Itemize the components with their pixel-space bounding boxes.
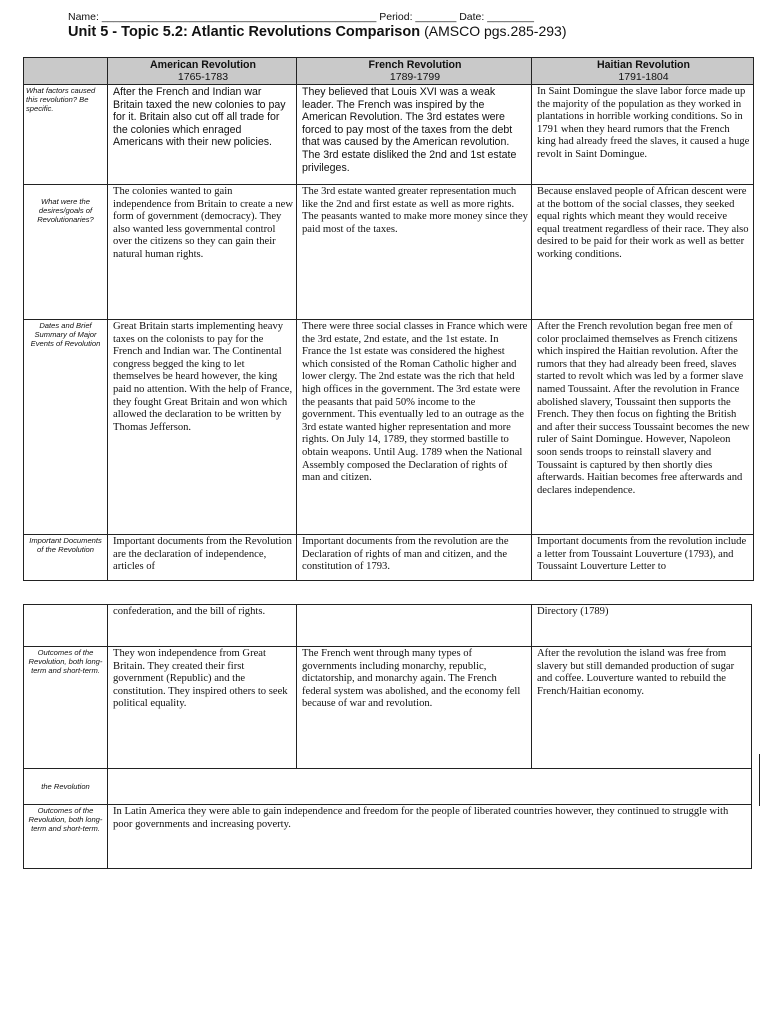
cell-american-events[interactable]: Great Britain starts implementing heavy taxes on the colonists to pay for the French and Indian war. The Continental congress begged the king to let themselves be heard however, the king paid no attention. With the help of France, they fought Great Britain and won which allowed the declaration to be written by Thomas Jefferson. [108,320,297,535]
name-period-date-line: Name: _______________________________________________ Period: _______ Date: ________ [68,11,534,23]
question-goals: What were the desires/goals of Revolutionaries? [24,185,108,320]
column-header-french: French Revolution 1789-1799 [297,58,532,85]
cell-haitian-events[interactable]: After the French revolution began free men of color proclaimed themselves as French citizens which inspired the Haitian revolution. After the rumors that they had already been freed, slaves started to revolt which was led by a former slave named Toussaint. After the revolution in France abolished slavery, Toussaint then supports the French. They then focus on fighting the British and after their success Toussaint becomes the new ruler of Saint Domingue. However, Napoleon soon sends troops to reinstall slavery and Toussaint is captured by then shortly dies afterwards. Haitian becomes free afterwards and declares independence. [532,320,754,535]
latin-row-label: the Revolution [24,769,108,805]
table-row [24,605,752,647]
cell-latin-outcomes[interactable]: In Latin America they were able to gain independence and freedom for the people of liberated countries however, they continued to struggle with poor governments and increasing poverty. [108,805,752,869]
cell-american-outcomes[interactable]: They won independence from Great Britain. They created their first government (Republic) and the constitution. They inspired others to seek political equality. [108,647,297,769]
worksheet-title-pages: (AMSCO pgs.285-293) [424,23,567,39]
continuation-label-cell [24,605,108,647]
cell-french-goals[interactable]: The 3rd estate wanted greater representation much like the 2nd and first estate as well as more rights. The peasants wanted to make more money since they paid most of the taxes. [297,185,532,320]
cell-french-causes[interactable]: They believed that Louis XVI was a weak leader. The French was inspired by the American Revolution. The 3rd estates were forced to pay most of the taxes from the debt that was caused by the American revolution. The 3rd estate disliked the 2nd and 1st estate privileges. [297,85,532,185]
question-latin-outcomes: Outcomes of the Revolution, both long-term and short-term. [24,805,108,869]
cell-french-outcomes[interactable]: The French went through many types of governments including monarchy, republic, dictatorship, and monarchy again. The French federal system was abolished, and the economy fell because of war and revolution. [297,647,532,769]
cell-american-documents-cont[interactable]: confederation, and the bill of rights. [108,605,297,647]
table-row [24,185,754,320]
cell-haitian-goals[interactable]: Because enslaved people of African descent were at the bottom of the social classes, they seeked equal rights which meant they would receive equal treatment regardless of their race. They also desired to be paid for their work as well as better working conditions. [532,185,754,320]
cell-haitian-documents-cont[interactable]: Directory (1789) [532,605,752,647]
cell-american-documents[interactable]: Important documents from the Revolution are the declaration of independence, articles of [108,535,297,581]
table-row [24,535,754,581]
table-row [24,805,752,869]
corner-header-cell [24,58,108,85]
cell-american-goals[interactable]: The colonies wanted to gain independence from Britain to create a new form of government (democracy). They also wanted less governmental control over the citizens so they can gain their natural human rights. [108,185,297,320]
question-events: Dates and Brief Summary of Major Events of Revolution [24,320,108,535]
cell-french-documents-cont[interactable] [297,605,532,647]
cell-american-causes[interactable]: After the French and Indian war Britain taxed the new colonies to pay for it. Britain also cut off all trade for the colonies which enraged Americans with their new policies. [108,85,297,185]
column-header-american: American Revolution 1765-1783 [108,58,297,85]
latin-row-blank-cell[interactable] [108,769,752,805]
table-row [24,85,754,185]
worksheet-title [68,23,567,40]
cell-haitian-documents[interactable]: Important documents from the revolution include a letter from Toussaint Louverture (1793), and Toussaint Louverture Letter to [532,535,754,581]
table-row [24,320,754,535]
question-outcomes: Outcomes of the Revolution, both long-term and short-term. [24,647,108,769]
cell-french-events[interactable]: There were three social classes in France which were the 3rd estate, 2nd estate, and the 1st estate. In France the 1st estate was considered the highest which consisted of the Roman Catholic higher and lower clergy. The 2nd estate was the rich that held high offices in the government. The 3rd estate were the peasants that paid 50% income to the government. This eventually led to an outrage as the 3rd estate wanted higher representation and more rights. On July 14, 1789, they stormed bastille to obtain weapons. Until Aug. 1789 when the National Assembly composed the Declaration of rights of man and citizen. [297,320,532,535]
cell-french-documents[interactable]: Important documents from the revolution are the Declaration of rights of man and citizen, and the constitution of 1793. [297,535,532,581]
column-header-haitian: Haitian Revolution 1791-1804 [532,58,754,85]
question-documents: Important Documents of the Revolution [24,535,108,581]
comparison-table [23,57,754,581]
table-row [24,769,752,805]
cell-haitian-outcomes[interactable]: After the revolution the island was free from slavery but still demanded production of sugar and coffee. Louverture wanted to rebuild the French/Haitian economy. [532,647,752,769]
table-edge-line [759,754,760,806]
table-row [24,647,752,769]
worksheet-title-main: Unit 5 - Topic 5.2: Atlantic Revolutions Comparison [68,24,421,40]
question-causes: What factors caused this revolution? Be specific. [24,85,108,185]
comparison-table-continued [23,604,752,869]
cell-haitian-causes[interactable]: In Saint Domingue the slave labor force made up the majority of the population as they worked in plantations in horrible working conditions. So in 1791 when they heard rumors that the French king had already freed the slaves, it caused a huge revolt in Saint Domingue. [532,85,754,185]
